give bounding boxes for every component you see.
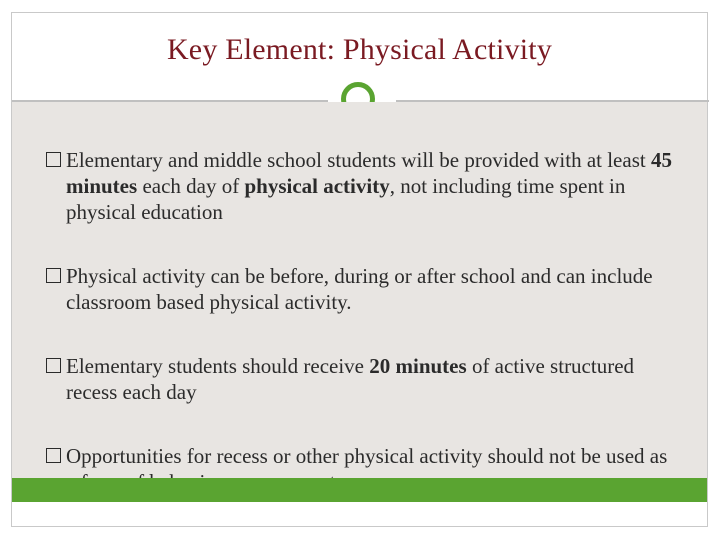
bullet-text: Physical activity can be before, during or after school and can include classroom based physical activity. <box>66 264 653 314</box>
square-bullet-icon <box>46 358 61 373</box>
footer-accent-bar <box>12 478 707 502</box>
bullet-text: each day of <box>137 174 245 198</box>
square-bullet-icon <box>46 448 61 463</box>
square-bullet-icon <box>46 268 61 283</box>
bullet-text: Elementary and middle school students will be provided with at least <box>66 148 651 172</box>
content-area <box>12 102 707 502</box>
bullet-item <box>48 263 679 315</box>
square-bullet-icon <box>46 152 61 167</box>
slide-title: Key Element: Physical Activity <box>166 33 553 66</box>
bullet-text: Opportunities for recess or other physical activity should not be used as <box>66 444 668 468</box>
slide <box>11 12 708 527</box>
bullet-text: of active structured recess each day <box>66 354 635 404</box>
bullet-emphasis: physical activity <box>244 174 390 198</box>
bullet-text: , not including time spent in physical education <box>66 174 626 224</box>
bullet-item <box>48 353 679 405</box>
bullet-emphasis: 45 minutes <box>66 148 672 198</box>
bullet-item <box>48 147 679 225</box>
bullet-text: Elementary students should receive <box>66 354 370 378</box>
bullet-list <box>48 147 679 533</box>
bullet-emphasis: 20 minutes <box>369 354 467 378</box>
